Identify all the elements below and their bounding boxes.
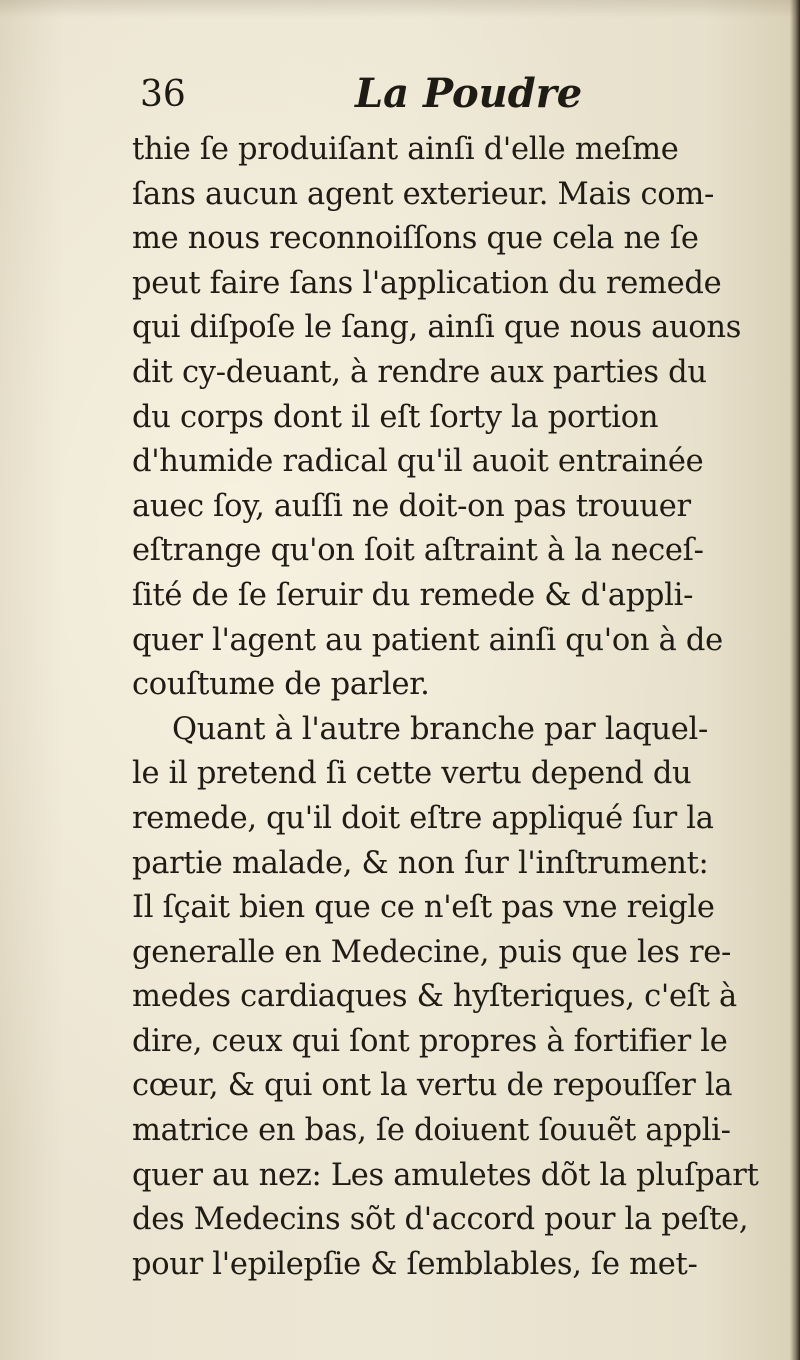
page-edge-shadow xyxy=(790,0,800,1360)
text-line: couſtume de parler. xyxy=(132,667,430,703)
running-title: La Poudre xyxy=(355,70,583,117)
text-line: me nous reconnoiſſons que cela ne ſe xyxy=(132,221,699,257)
text-line: generalle en Medecine, puis que les re- xyxy=(132,934,732,970)
paragraph-start-line: Quant à l'autre branche par laquel- xyxy=(172,711,708,747)
text-line: quer l'agent au patient ainſi qu'on à de xyxy=(132,622,723,658)
text-line: qui diſpoſe le ſang, ainſi que nous auons xyxy=(132,310,742,346)
text-line: d'humide radical qu'il auoit entrainée xyxy=(132,444,704,480)
text-line: quer au nez: Les amuletes dõt la pluſpart xyxy=(132,1157,759,1193)
text-line: ſité de ſe ſeruir du remede & d'appli- xyxy=(132,577,694,613)
text-line: medes cardiaques & hyſteriques, c'eſt à xyxy=(132,979,737,1015)
text-line: remede, qu'il doit eſtre appliqué ſur la xyxy=(132,800,714,836)
text-line: dire, ceux qui ſont propres à fortifier le xyxy=(132,1023,728,1059)
text-line: matrice en bas, ſe doiuent ſouuẽt appli- xyxy=(132,1113,731,1149)
text-line: peut faire ſans l'application du remede xyxy=(132,265,722,301)
text-line: dit cy-deuant, à rendre aux parties du xyxy=(132,354,707,390)
text-line: pour l'epilepſie & ſemblables, ſe met- xyxy=(132,1246,698,1282)
text-line: du corps dont il eſt ſorty la portion xyxy=(132,399,659,435)
text-line: des Medecins sõt d'accord pour la peſte, xyxy=(132,1202,749,1238)
text-line: auec ſoy, auſſi ne doit-on pas trouuer xyxy=(132,488,691,524)
text-line: cœur, & qui ont la vertu de repouſſer la xyxy=(132,1068,733,1104)
body-text xyxy=(132,128,772,1287)
page-header xyxy=(140,70,760,120)
text-line: Il ſçait bien que ce n'eſt pas vne reigle xyxy=(132,890,715,926)
text-line: thie ſe produiſant ainſi d'elle meſme xyxy=(132,132,679,167)
page-number: 36 xyxy=(140,74,186,115)
text-line: le il pretend ſi cette vertu depend du xyxy=(132,756,692,792)
text-line: eſtrange qu'on ſoit aſtraint à la neceſ- xyxy=(132,533,704,569)
text-line: ſans aucun agent exterieur. Mais com- xyxy=(132,176,714,212)
text-line: partie malade, & non ſur l'inſtrument: xyxy=(132,845,709,881)
page-shadow-top xyxy=(0,0,800,18)
